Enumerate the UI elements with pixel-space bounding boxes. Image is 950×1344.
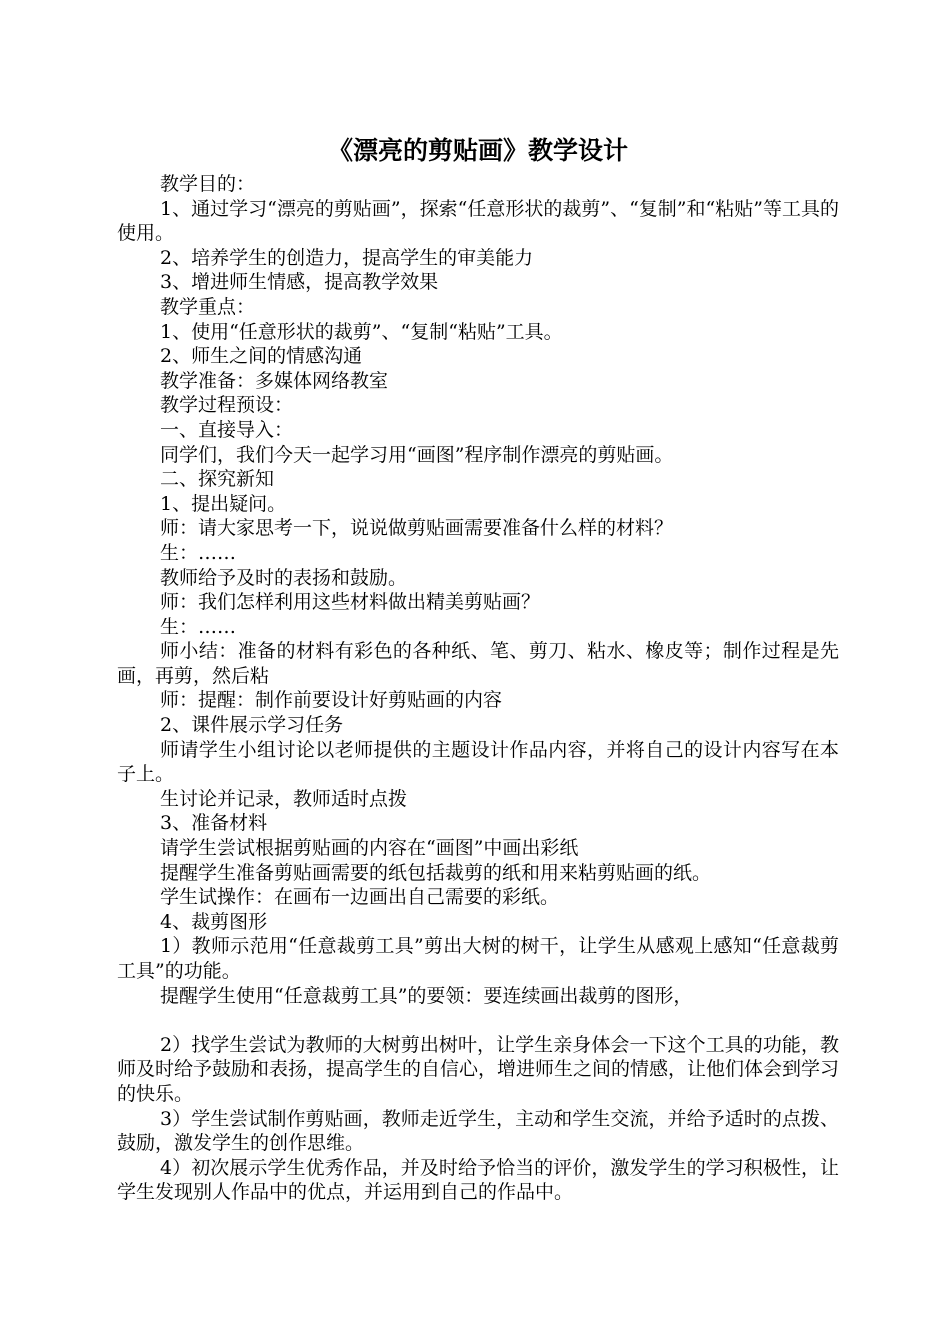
paragraph: 教学过程预设： [160,394,294,417]
paragraph: 教学准备：多媒体网络教室 [160,369,389,392]
paragraph: 请学生尝试根据剪贴画的内容在“画图”中画出彩纸 [160,837,579,860]
paragraph: 师小结：准备的材料有彩色的各种纸、笔、剪刀、粘水、橡皮等；制作过程是先画，再剪，然后粘 [117,640,839,687]
paragraph: 生：…… [160,615,237,638]
paragraph: 2、课件展示学习任务 [160,714,344,737]
paragraph: 生讨论并记录，教师适时点拨 [160,787,408,810]
paragraph: 师：提醒：制作前要设计好剪贴画的内容 [160,689,503,712]
paragraph: 4、裁剪图形 [160,910,268,933]
paragraph: 生：…… [160,541,237,564]
paragraph: 学生试操作：在画布一边画出自己需要的彩纸。 [160,886,560,909]
paragraph: 提醒学生使用“任意裁剪工具”的要领：要连续画出裁剪的图形， [160,984,693,1007]
paragraph: 提醒学生准备剪贴画需要的纸包括裁剪的纸和用来粘剪贴画的纸。 [160,861,712,884]
paragraph: 同学们，我们今天一起学习用“画图”程序制作漂亮的剪贴画。 [160,443,674,466]
document-title: 《漂亮的剪贴画》教学设计 [327,136,628,165]
paragraph: 3、准备材料 [160,812,268,835]
paragraph: 二、探究新知 [160,468,275,491]
paragraph: 3）学生尝试制作剪贴画，教师走近学生，主动和学生交流，并给予适时的点拨、鼓励，激发学生的创作思维。 [117,1107,839,1155]
paragraph: 一、直接导入： [160,418,294,441]
paragraph: 师：我们怎样利用这些材料做出精美剪贴画？ [160,591,541,614]
paragraph: 教学重点： [160,295,256,318]
paragraph: 2、培养学生的创造力，提高学生的审美能力 [160,246,534,269]
paragraph: 2、师生之间的情感沟通 [160,345,363,368]
paragraph: 1、通过学习“漂亮的剪贴画”，探索“任意形状的裁剪”、“复制”和“粘贴”等工具的使用。 [117,197,839,245]
paragraph: 1）教师示范用“任意裁剪工具”剪出大树的树干，让学生从感观上感知“任意裁剪工具”的功能。 [117,935,839,982]
document-body [117,134,839,1205]
paragraph: 4）初次展示学生优秀作品，并及时给予恰当的评价，激发学生的学习积极性，让学生发现别人作品中的优点，并运用到自己的作品中。 [117,1156,839,1204]
paragraph: 师：请大家思考一下，说说做剪贴画需要准备什么样的材料？ [160,517,674,540]
paragraph: 3、增进师生情感，提高教学效果 [160,271,439,294]
paragraph: 教师给予及时的表扬和鼓励。 [160,566,408,589]
paragraph: 2）找学生尝试为教师的大树剪出树叶，让学生亲身体会一下这个工具的功能，教师及时给予鼓励和表扬，提高学生的自信心，增进师生之间的情感，让他们体会到学习的快乐。 [117,1033,840,1105]
blank-line [117,1008,839,1033]
paragraph: 1、使用“任意形状的裁剪”、“复制“粘贴”工具。 [160,320,563,343]
paragraph: 师请学生小组讨论以老师提供的主题设计作品内容，并将自己的设计内容写在本子上。 [117,738,839,786]
paragraph: 教学目的： [160,173,256,195]
paragraph: 1、提出疑问。 [160,492,287,515]
